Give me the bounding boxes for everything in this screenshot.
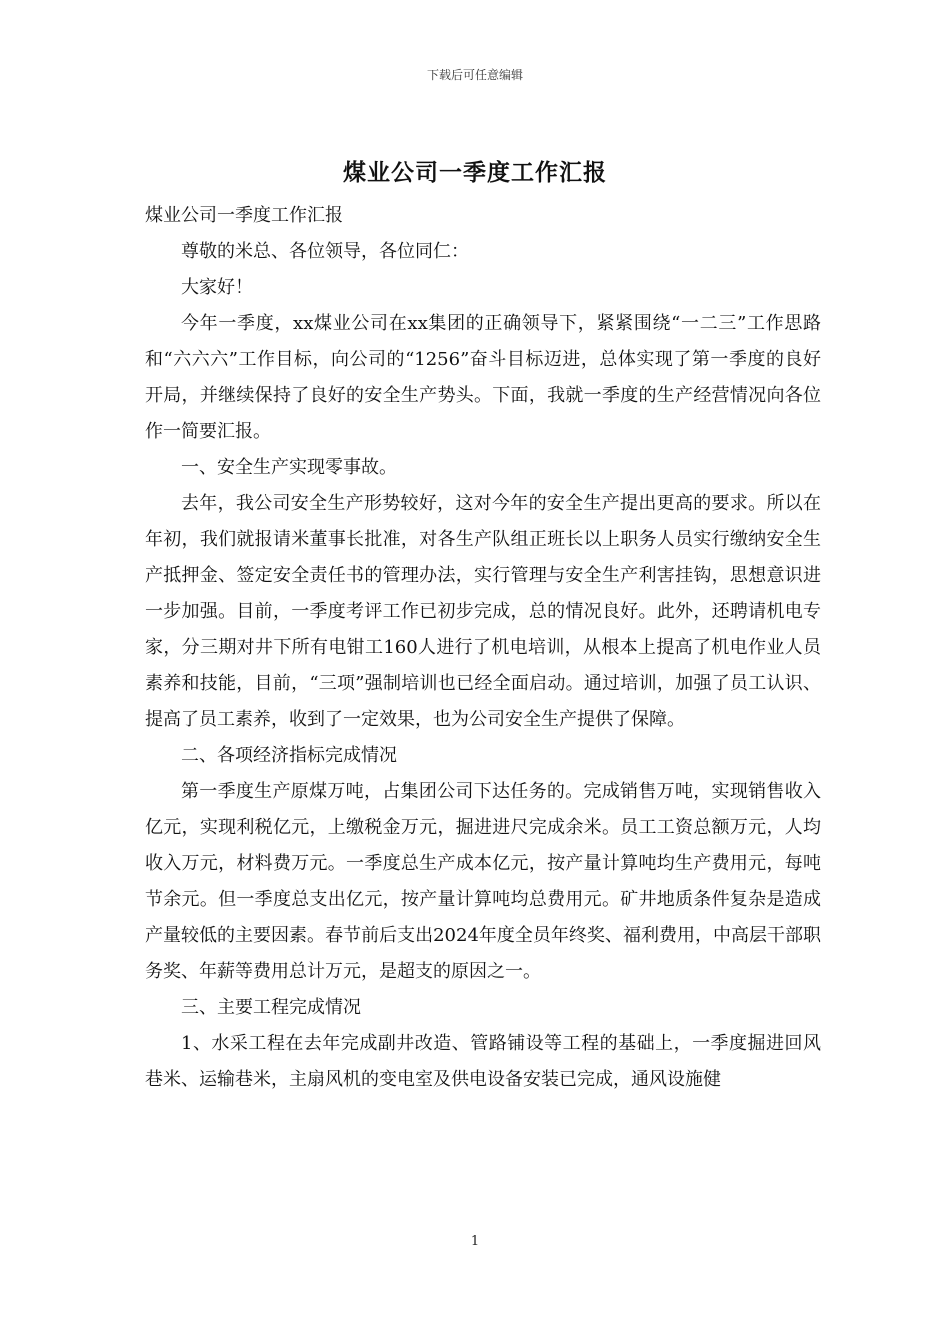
section-heading-safety: 一、安全生产实现零事故。 xyxy=(181,457,397,478)
page-header: 下载后可任意编辑 xyxy=(426,68,523,82)
document-title: 煤业公司一季度工作汇报 xyxy=(343,160,607,186)
page-number: 1 xyxy=(470,1234,480,1249)
paragraph-salutation: 尊敬的米总、各位领导，各位同仁： xyxy=(181,241,469,262)
paragraph-projects: 1、水采工程在去年完成副井改造、管路铺设等工程的基础上，一季度掘进回风巷米、运输巷米，主扇风机的变电室及供电设备安装已完成，通风设施健 xyxy=(145,1033,821,1090)
paragraph-subtitle: 煤业公司一季度工作汇报 xyxy=(145,205,343,226)
section-heading-economics: 二、各项经济指标完成情况 xyxy=(181,745,397,766)
section-heading-projects: 三、主要工程完成情况 xyxy=(181,997,361,1018)
paragraph-greeting: 大家好！ xyxy=(181,277,253,298)
document-body xyxy=(145,198,821,1098)
paragraph-safety: 去年，我公司安全生产形势较好，这对今年的安全生产提出更高的要求。所以在年初，我们就报请米董事长批准，对各生产队组正班长以上职务人员实行缴纳安全生产抵押金、签定安全责任书的管理办法，实行管理与安全生产利害挂钩，思想意识进一步加强。目前，一季度考评工作已初步完成，总的情况良好。此外，还聘请机电专家，分三期对井下所有电钳工160人进行了机电培训，从根本上提高了机电作业人员素养和技能，目前，“三项”强制培训也已经全面启动。通过培训，加强了员工认识、提高了员工素养，收到了一定效果，也为公司安全生产提供了保障。 xyxy=(145,493,821,730)
paragraph-economics: 第一季度生产原煤万吨，占集团公司下达任务的。完成销售万吨，实现销售收入亿元，实现利税亿元，上缴税金万元，掘进进尺完成余米。员工工资总额万元，人均收入万元，材料费万元。一季度总生产成本亿元，按产量计算吨均生产费用元，每吨节余元。但一季度总支出亿元，按产量计算吨均总费用元。矿井地质条件复杂是造成产量较低的主要因素。春节前后支出2024年度全员年终奖、福利费用，中高层干部职务奖、年薪等费用总计万元，是超支的原因之一。 xyxy=(145,781,821,982)
paragraph-intro: 今年一季度，xx煤业公司在xx集团的正确领导下，紧紧围绕“一二三”工作思路和“六六六”工作目标，向公司的“1256”奋斗目标迈进，总体实现了第一季度的良好开局，并继续保持了良好的安全生产势头。下面，我就一季度的生产经营情况向各位作一简要汇报。 xyxy=(145,313,821,442)
